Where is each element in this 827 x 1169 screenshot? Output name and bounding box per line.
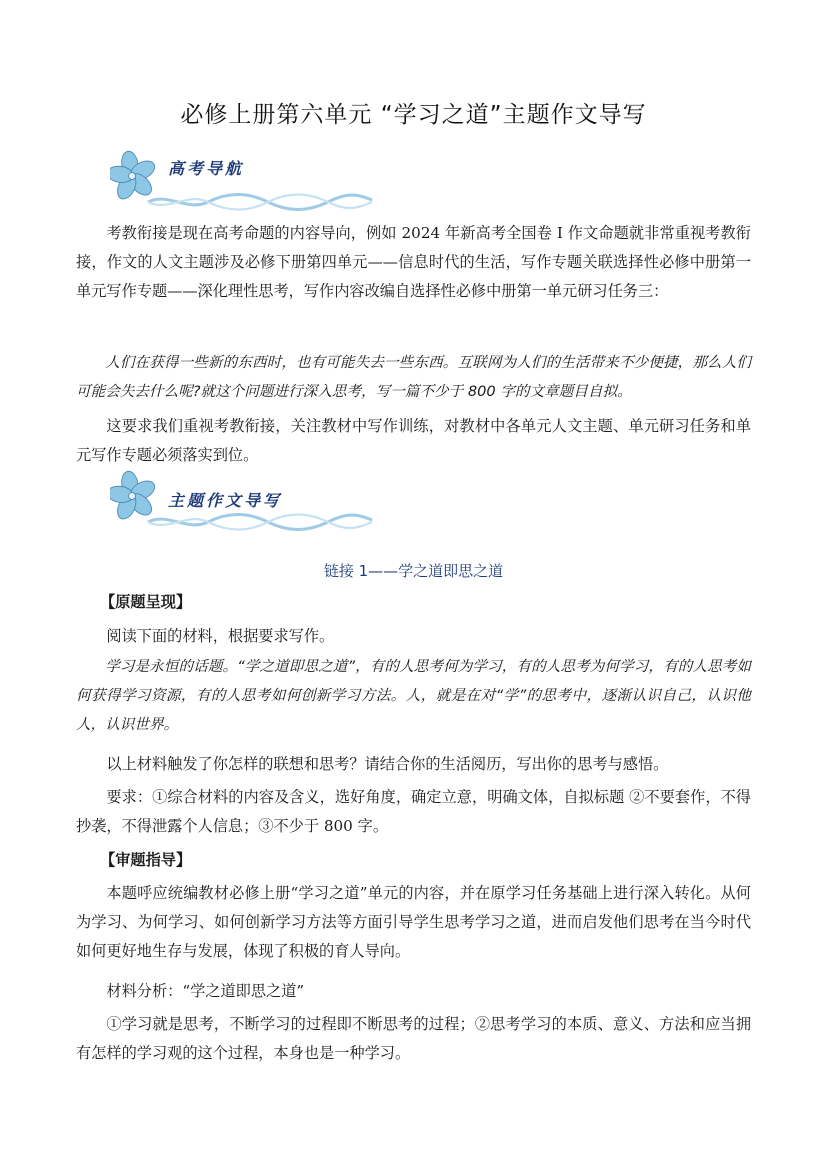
- section-banner-theme: [110, 470, 380, 532]
- analysis-label: 材料分析：“学之道即思之道”: [106, 982, 305, 1000]
- guide-text: 本题呼应统编教材必修上册“学习之道”单元的内容，并在原学习任务基础上进行深入转化。从何为学习、为何学习、如何创新学习方法等方面引导学生思考学习之道，进而启发他们思考在当今时代如何更好地生存与发展，体现了积极的育人导向。: [76, 884, 751, 960]
- banner-label: 主题作文导写: [168, 491, 283, 510]
- intro-paragraph: 考教衔接是现在高考命题的内容导向，例如 2024 年新高考全国卷 I 作文命题就非常重视考教衔接，作文的人文主题涉及必修下册第四单元——信息时代的生活，写作专题关联选择性必修中册第一单元写作专题——深化理性思考，写作内容改编自选择性必修中册第一单元研习任务三：: [76, 224, 751, 300]
- link-title: 链接 1——学之道即思之道: [323, 562, 504, 580]
- document-title: 必修上册第六单元 “学习之道”主题作文导写: [180, 102, 647, 128]
- material-quote: 学习是永恒的话题。“学之道即思之道”，有的人思考何为学习，有的人思考为何学习，有的人思考如何获得学习资源，有的人思考如何创新学习方法。人，就是在对“学”的思考中，逐渐认识自己，认识他人，认识世界。: [76, 658, 751, 733]
- section-banner-gaokao: [110, 150, 380, 212]
- intro-paragraph-2: 这要求我们重视考教衔接，关注教材中写作训练，对教材中各单元人文主题、单元研习任务和单元写作专题必须落实到位。: [76, 417, 751, 464]
- requirement-text: 要求：①综合材料的内容及含义，选好角度，确定立意，明确文体，自拟标题 ②不要套作，不得抄袭，不得泄露个人信息；③不少于 800 字。: [76, 788, 751, 835]
- analysis-text: ①学习就是思考，不断学习的过程即不断思考的过程；②思考学习的本质、意义、方法和应当拥有怎样的学习观的这个过程，本身也是一种学习。: [76, 1015, 751, 1062]
- heading-original-question: 【原题呈现】: [100, 593, 192, 611]
- intro-quote: 人们在获得一些新的东西时，也有可能失去一些东西。互联网为人们的生活带来不少便捷，那么人们可能会失去什么呢?就这个问题进行深入思考，写一篇不少于 800 字的文章题目自拟。: [76, 354, 751, 400]
- flower-icon: [110, 150, 380, 212]
- banner-label: 高考导航: [168, 159, 245, 178]
- heading-guide: 【审题指导】: [100, 851, 192, 869]
- instruction-text: 阅读下面的材料，根据要求写作。: [106, 627, 335, 645]
- prompt-text: 以上材料触发了你怎样的联想和思考？请结合你的生活阅历，写出你的思考与感悟。: [106, 755, 669, 773]
